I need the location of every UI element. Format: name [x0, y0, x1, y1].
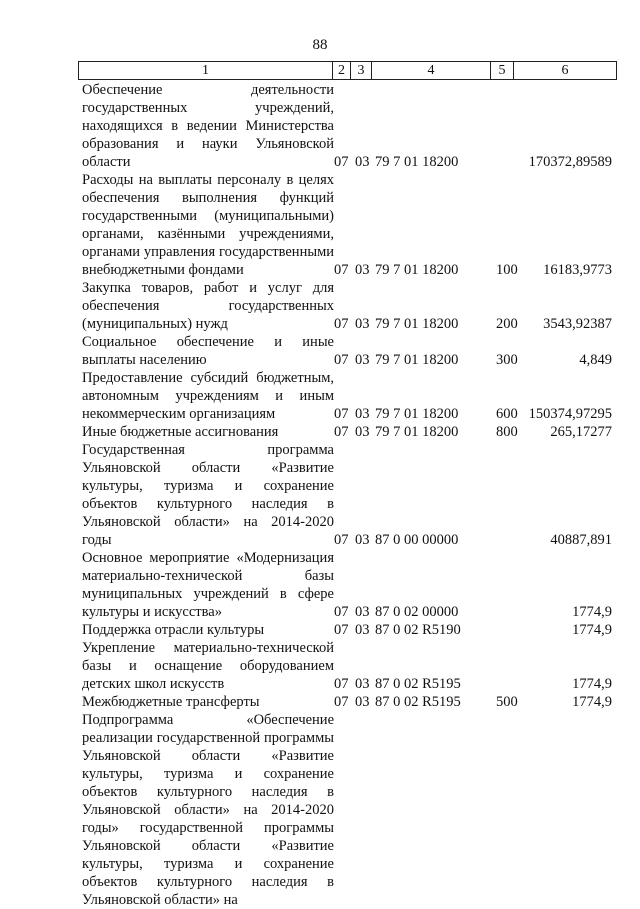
- cell-c2: 07: [334, 622, 349, 638]
- table-row: [82, 693, 612, 711]
- cell-name: Межбюджетные трансферты: [82, 694, 260, 710]
- cell-c2: 07: [334, 406, 349, 422]
- cell-c6: 1774,9: [572, 694, 612, 710]
- cell-c3: 03: [355, 262, 370, 278]
- cell-c3: 03: [355, 676, 370, 692]
- table-row: [82, 81, 612, 171]
- cell-c2: 07: [334, 316, 349, 332]
- cell-c6: 40887,891: [550, 532, 612, 548]
- cell-name: Государственная программа Ульяновской области «Развитие культуры, туризма и сохранение объектов культурного наследия в Ульяновской области» на 2014-2020 годы: [82, 442, 334, 548]
- cell-c5: 800: [496, 424, 518, 440]
- cell-c3: 03: [355, 622, 370, 638]
- header-col-3: 3: [351, 62, 372, 80]
- table-row: [82, 441, 612, 549]
- cell-c2: 07: [334, 424, 349, 440]
- cell-name: Закупка товаров, работ и услуг для обеспечения государственных (муниципальных) нужд: [82, 280, 334, 332]
- cell-c6: 16183,9773: [543, 262, 612, 278]
- budget-table-body: [82, 81, 612, 909]
- cell-c3: 03: [355, 532, 370, 548]
- header-col-6: 6: [514, 62, 617, 80]
- cell-c6: 4,849: [579, 352, 612, 368]
- header-col-2: 2: [333, 62, 351, 80]
- table-row: [82, 171, 612, 279]
- cell-c4: 79 7 01 18200: [375, 406, 459, 422]
- page-number: 88: [312, 37, 328, 53]
- cell-c4: 87 0 02 R5190: [375, 622, 461, 638]
- cell-c6: 3543,92387: [543, 316, 612, 332]
- cell-name: Предоставление субсидий бюджетным, автономным учреждениям и иным некоммерческим организациям: [82, 370, 334, 422]
- cell-c4: 87 0 02 00000: [375, 604, 459, 620]
- cell-c2: 07: [334, 154, 349, 170]
- cell-c5: 500: [496, 694, 518, 710]
- cell-c6: 1774,9: [572, 622, 612, 638]
- table-row: [82, 621, 612, 639]
- cell-c4: 79 7 01 18200: [375, 154, 459, 170]
- cell-c6: 150374,97295: [528, 406, 612, 422]
- cell-c6: 1774,9: [572, 604, 612, 620]
- header-col-1: 1: [79, 62, 333, 80]
- cell-c4: 79 7 01 18200: [375, 262, 459, 278]
- cell-c4: 79 7 01 18200: [375, 352, 459, 368]
- cell-c3: 03: [355, 604, 370, 620]
- table-row: [82, 549, 612, 621]
- cell-c3: 03: [355, 424, 370, 440]
- cell-c6: 1774,9: [572, 676, 612, 692]
- cell-c3: 03: [355, 694, 370, 710]
- table-row: [82, 423, 612, 441]
- cell-name: Подпрограмма «Обеспечение реализации государственной программы Ульяновской области «Развитие культуры, туризма и сохранение объектов культурного наследия в Ульяновской области» на 2014-2020 годы» государственной программы Ульяновской области «Развитие культуры, туризма и сохранение объектов культурного наследия в Ульяновской области» на: [82, 712, 334, 908]
- table-row: [82, 279, 612, 333]
- cell-c5: 300: [496, 352, 518, 368]
- cell-c2: 07: [334, 352, 349, 368]
- table-header: [78, 61, 617, 80]
- cell-c5: 600: [496, 406, 518, 422]
- header-col-4: 4: [372, 62, 491, 80]
- header-col-5: 5: [491, 62, 514, 80]
- cell-c6: 170372,89589: [528, 154, 612, 170]
- cell-c2: 07: [334, 694, 349, 710]
- cell-c2: 07: [334, 676, 349, 692]
- cell-c2: 07: [334, 532, 349, 548]
- cell-c2: 07: [334, 604, 349, 620]
- cell-c3: 03: [355, 316, 370, 332]
- table-row: [82, 333, 612, 369]
- cell-name: Иные бюджетные ассигнования: [82, 424, 279, 440]
- cell-c4: 87 0 02 R5195: [375, 694, 461, 710]
- cell-c5: 200: [496, 316, 518, 332]
- cell-name: Укрепление материально-технической базы и оснащение оборудованием детских школ искусств: [82, 640, 334, 692]
- cell-name: Поддержка отрасли культуры: [82, 622, 265, 638]
- cell-name: Обеспечение деятельности государственных учреждений, находящихся в ведении Министерства образования и науки Ульяновской области: [82, 82, 334, 170]
- cell-c3: 03: [355, 352, 370, 368]
- cell-c3: 03: [355, 154, 370, 170]
- table-row: [82, 369, 612, 423]
- cell-c4: 79 7 01 18200: [375, 424, 459, 440]
- table-row: [82, 639, 612, 693]
- cell-c4: 87 0 00 00000: [375, 532, 459, 548]
- cell-c4: 79 7 01 18200: [375, 316, 459, 332]
- cell-name: Расходы на выплаты персоналу в целях обеспечения выполнения функций государственными (муниципальными) органами, казёнными учреждениями, органами управления государственными внебюджетными фондами: [82, 172, 334, 278]
- cell-name: Социальное обеспечение и иные выплаты населению: [82, 334, 334, 368]
- cell-c2: 07: [334, 262, 349, 278]
- cell-name: Основное мероприятие «Модернизация материально-технической базы муниципальных учреждений в сфере культуры и искусства»: [82, 550, 334, 620]
- table-row: [82, 711, 612, 909]
- cell-c4: 87 0 02 R5195: [375, 676, 461, 692]
- cell-c5: 100: [496, 262, 518, 278]
- cell-c6: 265,17277: [550, 424, 612, 440]
- cell-c3: 03: [355, 406, 370, 422]
